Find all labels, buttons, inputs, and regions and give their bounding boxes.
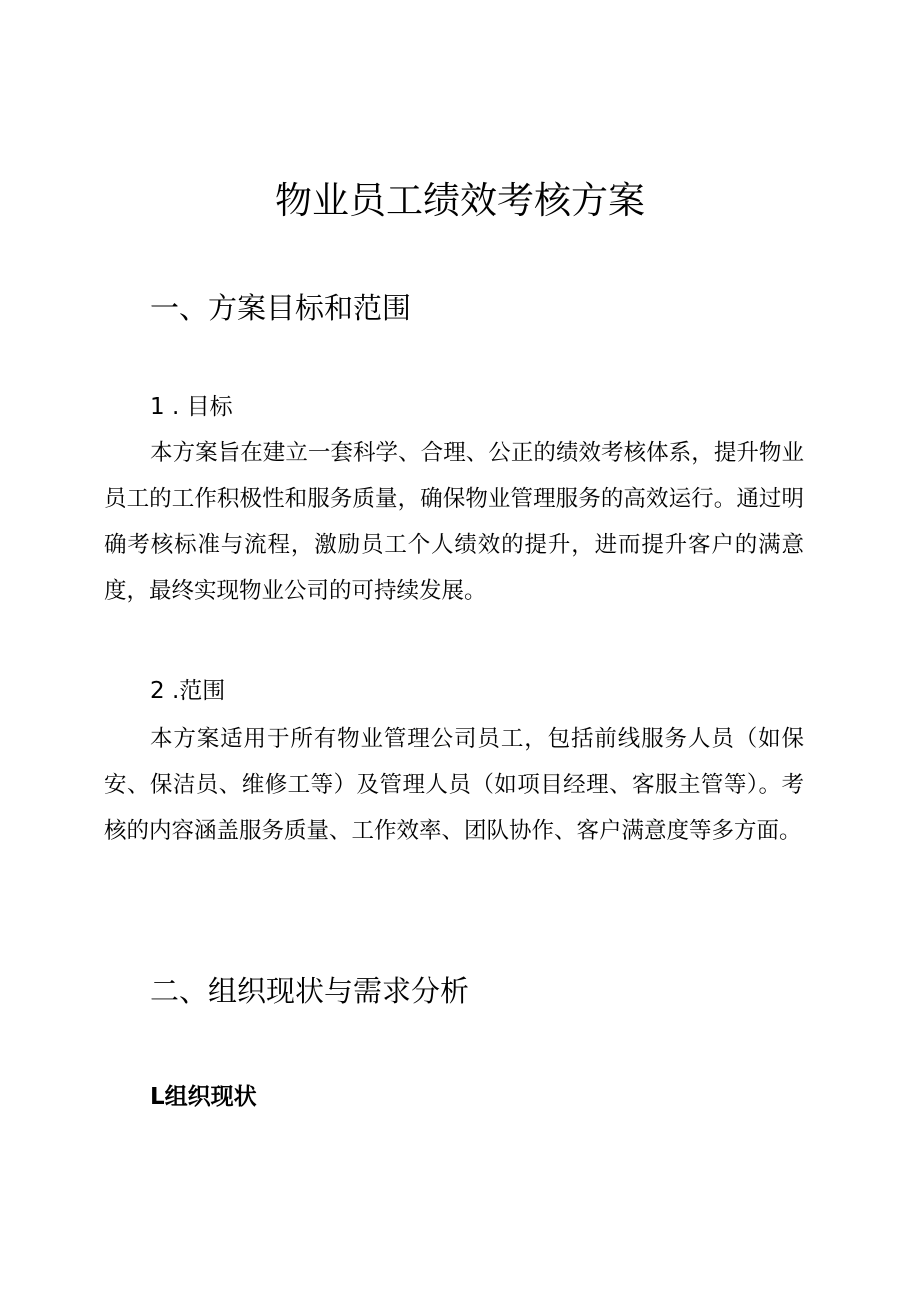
subsection-heading-org-status: L组织现状: [150, 1084, 257, 1110]
subsection-heading-goal: 1 . 目标: [150, 394, 233, 420]
section-heading-goals-scope: 一、方案目标和范围: [150, 291, 412, 325]
subsection-heading-scope: 2 .范围: [150, 678, 226, 704]
paragraph-goal: 本方案旨在建立一套科学、合理、公正的绩效考核体系，提升物业员工的工作积极性和服务质量，确保物业管理服务的高效运行。通过明确考核标准与流程，激励员工个人绩效的提升，进而提升客户的满意度，最终实现物业公司的可持续发展。: [104, 440, 804, 604]
document-title: 物业员工绩效考核方案: [275, 179, 645, 222]
section-heading-analysis: 二、组织现状与需求分析: [150, 974, 470, 1008]
paragraph-scope: 本方案适用于所有物业管理公司员工，包括前线服务人员（如保安、保洁员、维修工等）及管理人员（如项目经理、客服主管等）。考核的内容涵盖服务质量、工作效率、团队协作、客户满意度等多方面。: [104, 726, 804, 844]
